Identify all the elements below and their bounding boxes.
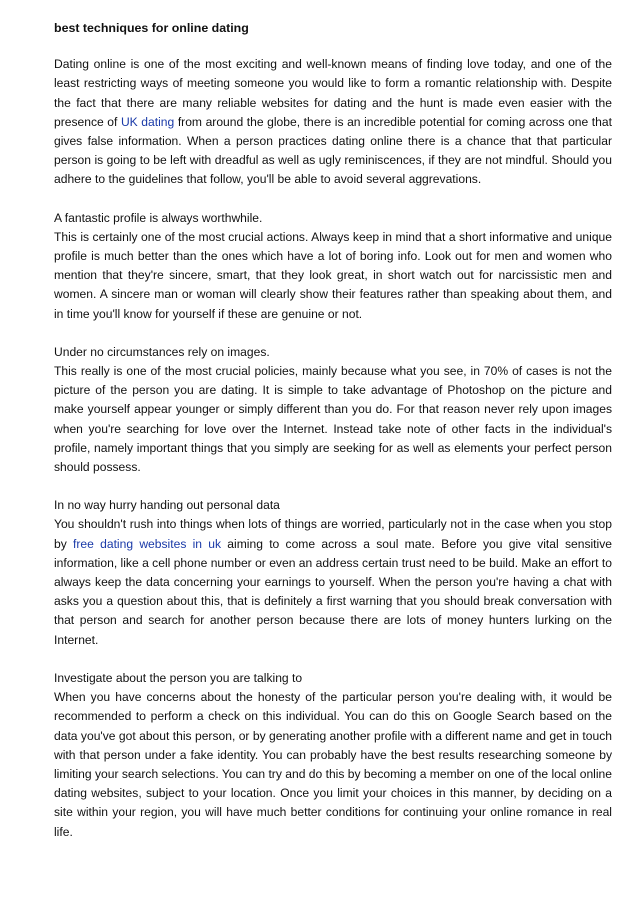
document-title: best techniques for online dating	[54, 21, 249, 35]
intro-text-end: from around the globe, there is an incredible potential for coming across one that gives false information. When a person practices dating online there is a chance that that particular person is going to be left with dreadful as well as ugly reminiscences, if they are not mindful. Should you adhere to the guidelines that follow, you'll be able to avoid several aggrevations.	[54, 114, 612, 187]
personal-data-heading: In no way hurry handing out personal data	[54, 498, 280, 513]
profile-section	[54, 209, 612, 324]
uk-dating-link[interactable]: UK dating	[120, 114, 175, 129]
personal-data-text-start: You shouldn't rush into things when lots of things are worried, particularly not in the case when you stop by	[54, 517, 612, 551]
images-section	[54, 343, 612, 477]
profile-paragraph: This is certainly one of the most crucial actions. Always keep in mind that a short informative and unique profile is much better than the ones which have a lot of boring info. Look out for men and women who mention that they're sincere, smart, that they look great, in short watch out for narcissistic men and women. A sincere man or woman will clearly show their features rather than speaking about them, and in time you'll know for yourself if these are genuine or not.	[54, 229, 612, 321]
personal-data-paragraph	[54, 515, 612, 649]
document-page	[54, 19, 612, 861]
personal-data-section	[54, 496, 612, 650]
intro-text-start: Dating online is one of the most exciting and well-known means of finding love today, and one of the least restricting ways of meeting someone you would like to form a romantic relationship with. Despite the fact that there are many reliable websites for dating and the hunt is made even easier with the presence of	[54, 57, 612, 129]
personal-data-text-end: aiming to come across a soul mate. Before you give vital sensitive information, like a cell phone number or even an address certain trust need to be build. Make an effort to always keep the data concerning your earnings to yourself. When the person you're having a chat with asks you a question about this, that is definitely a first warning that you should break conversation with that person and search for another person because there are lots of money hunters lurking on the Internet.	[54, 536, 612, 647]
free-dating-websites-link[interactable]: free dating websites in uk	[73, 536, 222, 551]
images-heading: Under no circumstances rely on images.	[54, 344, 270, 359]
images-paragraph: This really is one of the most crucial policies, mainly because what you see, in 70% of cases is not the picture of the person you are dating. It is simple to take advantage of Photoshop on the picture and make yourself appear younger or simply different than you do. For that reason never rely upon images when you're searching for love over the Internet. Instead take note of other facts in the individual's profile, namely important things that you simply are seeking for as well as elements your perfect person should possess.	[54, 364, 612, 475]
profile-heading: A fantastic profile is always worthwhile.	[54, 210, 263, 225]
investigate-paragraph: When you have concerns about the honesty of the particular person you're dealing with, it would be recommended to perform a check on this individual. You can do this on Google Search based on the data you've got about this person, or by generating another profile with a different name and get in touch with that person under a fake identity. You can probably have the best results researching someone by limiting your search selections. You can try and do this by becoming a member on one of the local online dating websites, subject to your location. Once you limit your choices in this manner, by deciding on a site within your region, you will have much better conditions for continuing your online romance in real life.	[54, 690, 612, 839]
investigate-heading: Investigate about the person you are talking to	[54, 670, 303, 685]
investigate-section	[54, 669, 612, 842]
intro-paragraph	[54, 55, 612, 189]
intro-section	[54, 55, 612, 189]
